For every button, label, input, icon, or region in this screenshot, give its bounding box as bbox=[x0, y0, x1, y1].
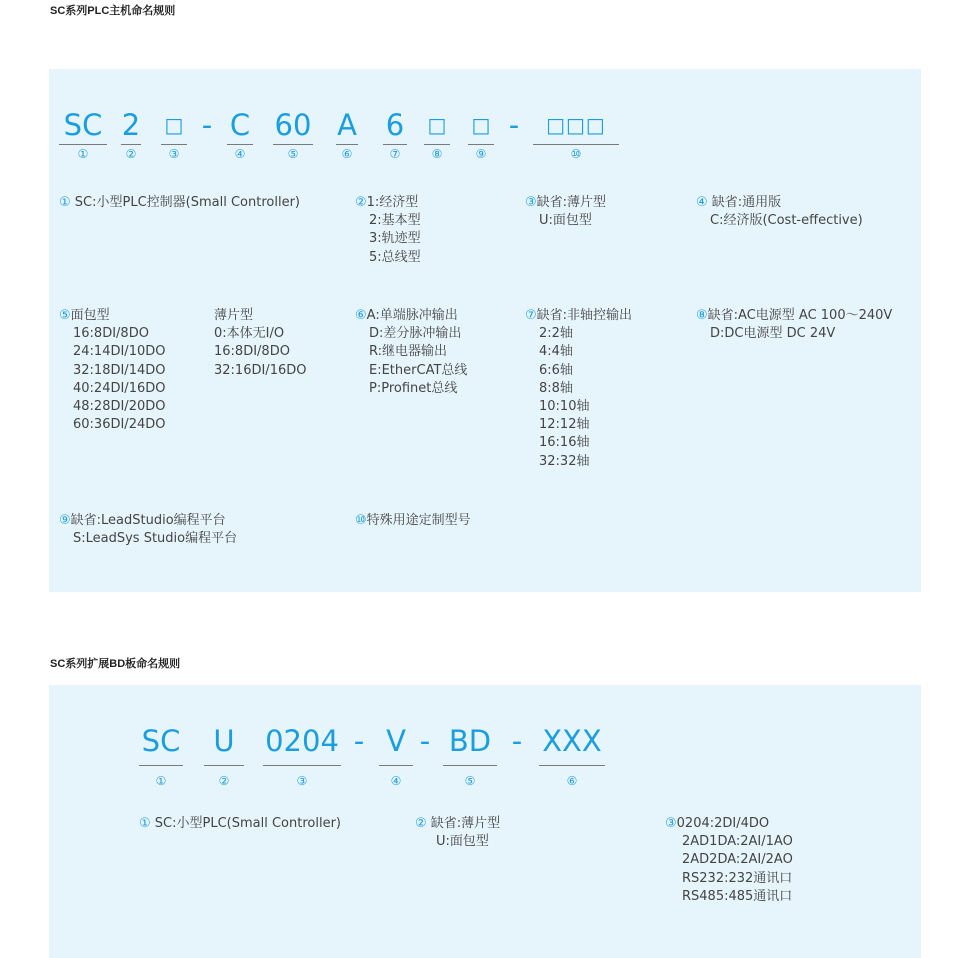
desc-line: 缺省:薄片型 bbox=[536, 195, 607, 210]
position-number-6: ⑥ bbox=[566, 774, 578, 788]
desc-form bbox=[525, 194, 606, 230]
desc-line: 缺省:薄片型 bbox=[430, 816, 501, 831]
position-number-7: ⑦ bbox=[389, 147, 401, 161]
underline-4 bbox=[227, 144, 253, 145]
desc-line: 24:14DI/10DO bbox=[73, 344, 166, 360]
position-number-8: ⑧ bbox=[431, 147, 443, 161]
code-dash: - bbox=[201, 108, 213, 142]
desc-line: S:LeadSys Studio编程平台 bbox=[73, 531, 238, 547]
desc-line: 4:4轴 bbox=[539, 344, 573, 360]
desc-line: 2:2轴 bbox=[539, 326, 573, 342]
mark-5: ⑤ bbox=[59, 308, 71, 323]
desc-line: 40:24DI/16DO bbox=[73, 380, 166, 396]
desc-line: 10:10轴 bbox=[539, 399, 590, 415]
underline-6 bbox=[539, 765, 605, 766]
desc-line: 32:18DI/14DO bbox=[73, 362, 166, 378]
position-number-5: ⑤ bbox=[287, 147, 299, 161]
position-number-3: ③ bbox=[168, 147, 180, 161]
underline-4 bbox=[379, 765, 413, 766]
mark-10: ⑩ bbox=[355, 513, 367, 528]
position-number-3: ③ bbox=[296, 774, 308, 788]
mark-2: ② bbox=[355, 195, 367, 210]
desc-line: 0204:2DI/4DO bbox=[676, 816, 770, 831]
desc-line: SC:小型PLC控制器(Small Controller) bbox=[74, 195, 300, 210]
desc-platform bbox=[59, 512, 237, 548]
underline-1 bbox=[139, 765, 183, 766]
code-form: □ bbox=[164, 113, 184, 137]
desc-line: 16:16轴 bbox=[539, 435, 590, 451]
underline-2 bbox=[204, 765, 244, 766]
desc-line: 1:经济型 bbox=[366, 195, 419, 210]
code-form: U bbox=[213, 724, 235, 758]
desc-power bbox=[696, 307, 892, 343]
desc-line: 0:本体无I/O bbox=[214, 326, 285, 342]
mark-7: ⑦ bbox=[525, 308, 537, 323]
code-power: □ bbox=[427, 113, 447, 137]
section-title-main: SC系列PLC主机命名规则 bbox=[50, 5, 176, 17]
position-number-5: ⑤ bbox=[464, 774, 476, 788]
code-dash: - bbox=[353, 724, 365, 758]
desc-line: D:差分脉冲输出 bbox=[369, 326, 462, 342]
mark-6: ⑥ bbox=[355, 308, 367, 323]
mark-1: ① bbox=[59, 195, 71, 210]
code-dash-3: - bbox=[511, 724, 523, 758]
desc-line: D:DC电源型 DC 24V bbox=[710, 326, 836, 342]
code-series: SC bbox=[141, 724, 181, 758]
desc-line: U:面包型 bbox=[539, 213, 592, 229]
underline-9 bbox=[468, 144, 494, 145]
desc-line: 32:32轴 bbox=[539, 453, 590, 469]
position-number-4: ④ bbox=[390, 774, 402, 788]
desc-line: 2:基本型 bbox=[369, 213, 421, 229]
code-dash-2: - bbox=[508, 108, 520, 142]
desc-line: 特殊用途定制型号 bbox=[366, 513, 471, 528]
desc-line: SC:小型PLC(Small Controller) bbox=[154, 816, 341, 831]
desc-line: 2AD2DA:2AI/2AO bbox=[682, 852, 793, 868]
desc-line: 面包型 bbox=[70, 308, 110, 323]
desc-line: 薄片型 bbox=[214, 308, 254, 323]
position-number-2: ② bbox=[125, 147, 137, 161]
desc-line: RS485:485通讯口 bbox=[682, 888, 793, 904]
code-custom: XXX bbox=[542, 724, 602, 758]
underline-2 bbox=[121, 144, 141, 145]
position-number-4: ④ bbox=[234, 147, 246, 161]
desc-line: 2AD1DA:2AI/1AO bbox=[682, 834, 793, 850]
desc-line: 12:12轴 bbox=[539, 417, 590, 433]
main-naming-panel bbox=[49, 69, 921, 592]
underline-5 bbox=[443, 765, 497, 766]
underline-7 bbox=[383, 144, 407, 145]
desc-line: R:继电器输出 bbox=[369, 344, 448, 360]
mark-2: ② bbox=[415, 816, 427, 831]
code-axes: 6 bbox=[385, 108, 405, 142]
underline-3 bbox=[161, 144, 187, 145]
desc-line: A:单端脉冲输出 bbox=[366, 308, 458, 323]
desc-series bbox=[139, 815, 341, 833]
code-type: 2 bbox=[121, 108, 141, 142]
code-dash-2: - bbox=[419, 724, 431, 758]
desc-version bbox=[696, 194, 863, 230]
desc-type bbox=[355, 194, 421, 267]
code-series: SC bbox=[63, 108, 103, 142]
desc-line: RS232:232通讯口 bbox=[682, 870, 793, 886]
desc-io-bread bbox=[59, 307, 165, 434]
desc-line: 缺省:AC电源型 AC 100～240V bbox=[707, 308, 893, 323]
desc-function bbox=[665, 815, 793, 906]
desc-line: C:经济版(Cost-effective) bbox=[710, 213, 863, 229]
code-bd: BD bbox=[448, 724, 492, 758]
desc-line: 8:8轴 bbox=[539, 380, 573, 396]
desc-line: 48:28DI/20DO bbox=[73, 399, 166, 415]
desc-line: P:Profinet总线 bbox=[369, 380, 458, 396]
code-version: V bbox=[386, 724, 406, 758]
code-platform: □ bbox=[471, 113, 491, 137]
mark-8: ⑧ bbox=[696, 308, 708, 323]
desc-line: 60:36DI/24DO bbox=[73, 417, 166, 433]
code-output: A bbox=[337, 108, 357, 142]
desc-line: 6:6轴 bbox=[539, 362, 573, 378]
bd-naming-panel bbox=[49, 685, 921, 958]
desc-line: U:面包型 bbox=[436, 834, 489, 850]
code-function: 0204 bbox=[265, 724, 339, 758]
position-number-1: ① bbox=[155, 774, 167, 788]
desc-series bbox=[59, 194, 300, 212]
desc-io-thin bbox=[214, 307, 306, 380]
desc-custom bbox=[355, 512, 471, 530]
underline-10 bbox=[533, 144, 619, 145]
desc-line: 16:8DI/8DO bbox=[73, 326, 149, 342]
desc-line: 缺省:非轴控输出 bbox=[536, 308, 633, 323]
code-version: C bbox=[229, 108, 251, 142]
position-number-2: ② bbox=[218, 774, 230, 788]
section-title-ext: SC系列扩展BD板命名规则 bbox=[50, 658, 181, 670]
desc-output bbox=[355, 307, 467, 398]
position-number-9: ⑨ bbox=[475, 147, 487, 161]
mark-3: ③ bbox=[525, 195, 537, 210]
mark-9: ⑨ bbox=[59, 513, 71, 528]
underline-5 bbox=[273, 144, 313, 145]
code-custom: □□□ bbox=[546, 113, 606, 137]
desc-line: 5:总线型 bbox=[369, 249, 421, 265]
underline-1 bbox=[59, 144, 107, 145]
underline-3 bbox=[263, 765, 341, 766]
code-io: 60 bbox=[274, 108, 312, 142]
mark-3: ③ bbox=[665, 816, 677, 831]
desc-line: E:EtherCAT总线 bbox=[369, 362, 468, 378]
desc-axes bbox=[525, 307, 632, 471]
position-number-6: ⑥ bbox=[341, 147, 353, 161]
underline-8 bbox=[424, 144, 450, 145]
mark-1: ① bbox=[139, 816, 151, 831]
desc-line: 32:16DI/16DO bbox=[214, 362, 307, 378]
underline-6 bbox=[336, 144, 358, 145]
desc-form bbox=[415, 815, 500, 851]
desc-line: 3:轨迹型 bbox=[369, 231, 421, 247]
desc-line: 缺省:LeadStudio编程平台 bbox=[70, 513, 226, 528]
desc-line: 缺省:通用版 bbox=[711, 195, 782, 210]
desc-line: 16:8DI/8DO bbox=[214, 344, 290, 360]
mark-4: ④ bbox=[696, 195, 708, 210]
position-number-1: ① bbox=[77, 147, 89, 161]
position-number-10: ⑩ bbox=[570, 147, 582, 161]
